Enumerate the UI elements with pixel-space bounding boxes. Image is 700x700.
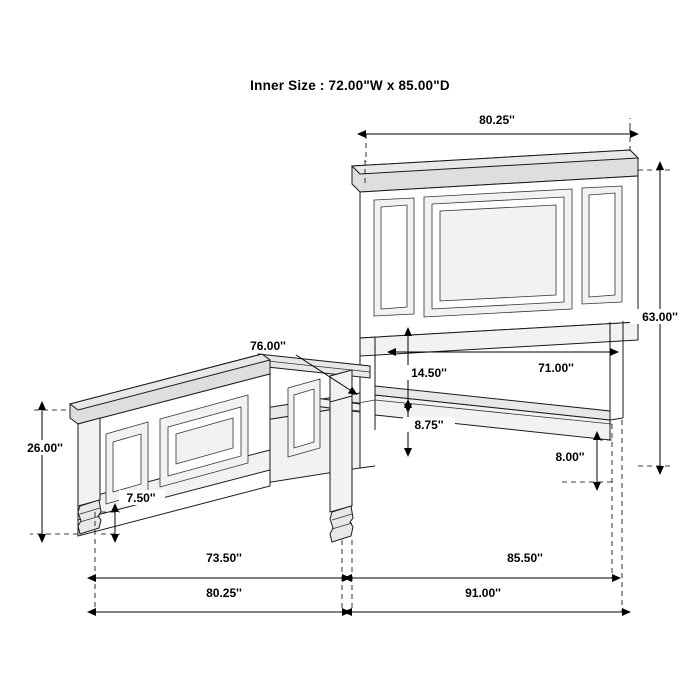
page-title: Inner Size : 72.00"W x 85.00"D xyxy=(250,78,450,93)
dim-headboard-width: 80.25'' xyxy=(479,113,515,127)
dim-footboard-height: 26.00'' xyxy=(27,441,63,455)
dim-headboard-inner-width: 71.00'' xyxy=(538,361,574,375)
dim-rail-to-deck: 14.50'' xyxy=(411,366,447,380)
dim-siderail-clearance: 8.00'' xyxy=(555,450,585,464)
dim-footboard-inner-width: 73.50'' xyxy=(206,551,242,565)
dim-siderail-length: 76.00'' xyxy=(250,339,286,353)
dim-foot-post-height: 7.50'' xyxy=(126,491,156,505)
dim-deck-height: 8.75'' xyxy=(414,418,444,432)
dim-headboard-height: 63.00'' xyxy=(642,310,678,324)
dim-bed-side-length: 85.50'' xyxy=(507,551,543,565)
dim-footboard-width: 80.25'' xyxy=(206,586,242,600)
footboard-group xyxy=(70,354,353,542)
dim-overall-length: 91.00'' xyxy=(465,586,501,600)
